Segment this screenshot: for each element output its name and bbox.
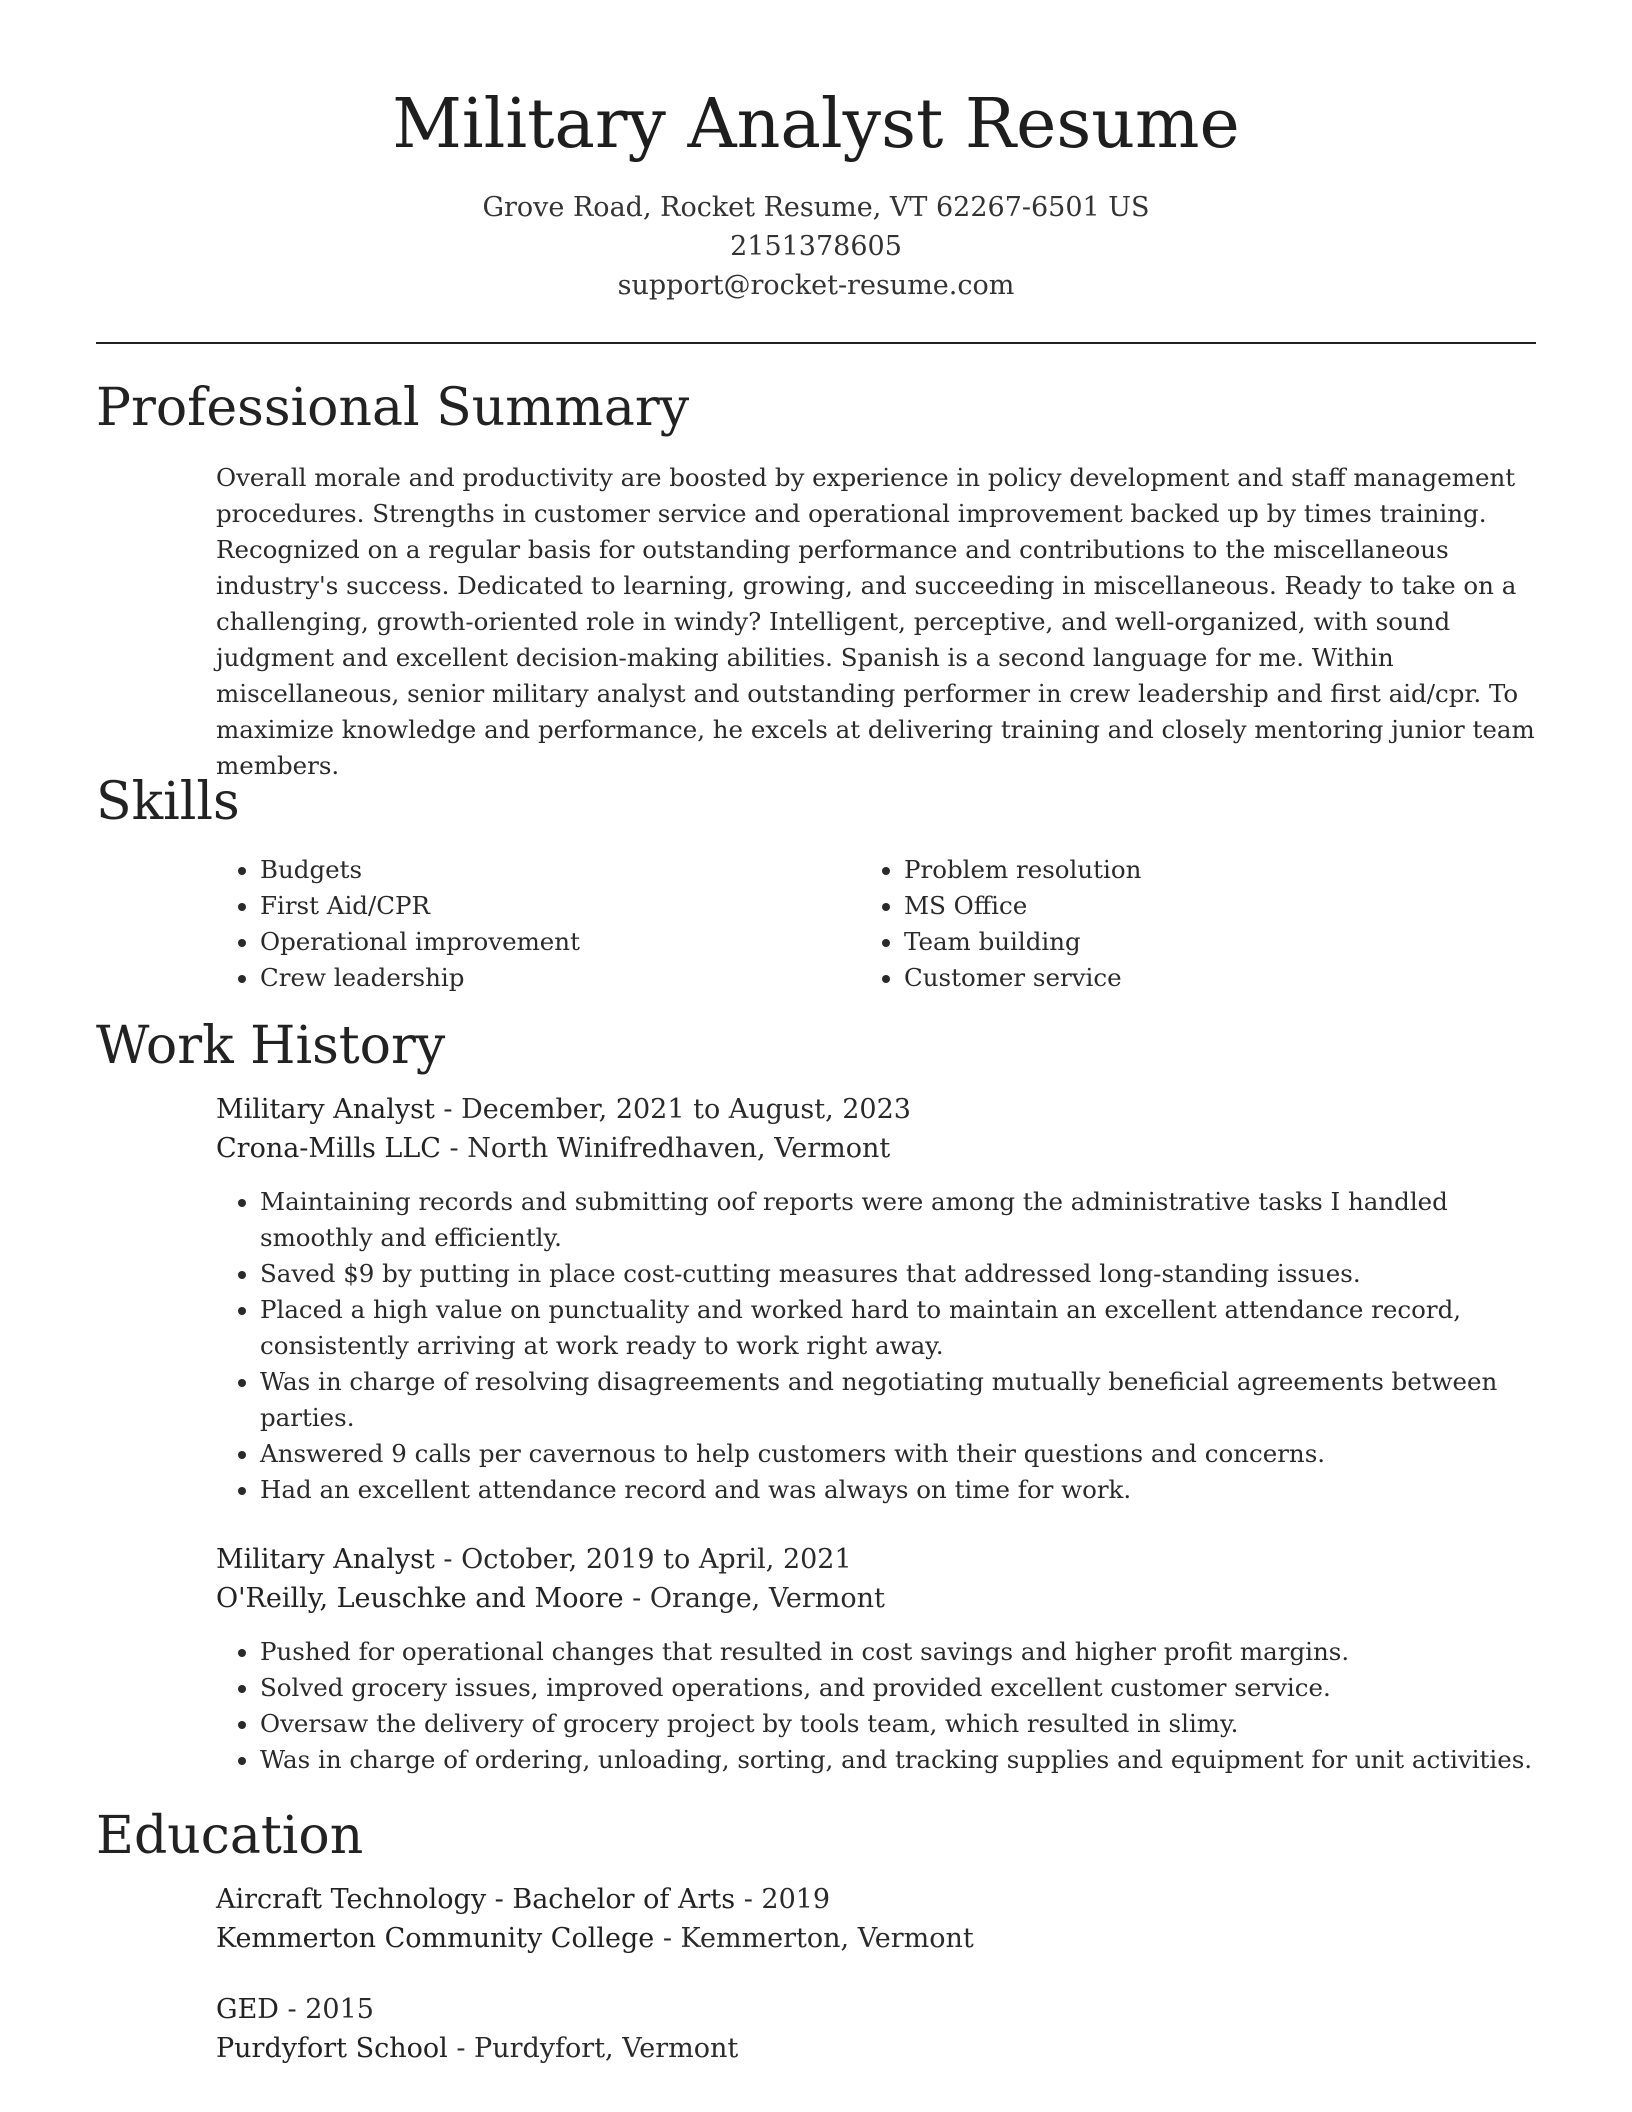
job-duty-item: • Placed a high value on punctuality and worked hard to maintain an excellent attendance record, consistently arriving at work ready to work right away. (260, 1292, 1536, 1364)
job-location: - Orange, Vermont (623, 1583, 885, 1614)
skill-item: • Operational improvement (260, 924, 816, 960)
skill-item: • First Aid/CPR (260, 888, 816, 924)
skill-item: • Crew leadership (260, 960, 816, 996)
job-title: Military Analyst (216, 1544, 435, 1575)
job-duty-item: • Answered 9 calls per cavernous to help customers with their questions and concerns. (260, 1436, 1536, 1472)
job-company-line (216, 1579, 1536, 1618)
job-location: - North Winifredhaven, Vermont (440, 1133, 891, 1164)
resume-title: Military Analyst Resume (392, 85, 1240, 164)
education-year: - 2019 (735, 1884, 831, 1915)
education-school: Kemmerton Community College (216, 1923, 655, 1954)
job-company-line (216, 1129, 1536, 1168)
job-company: Crona-Mills LLC (216, 1133, 441, 1164)
skills-heading: Skills (96, 772, 240, 832)
education-degree-line (216, 1880, 1536, 1919)
education-school-line (216, 1919, 1536, 1958)
education-entry (216, 1880, 1536, 1958)
job-duty-item: • Pushed for operational changes that resulted in cost savings and higher profit margins. (260, 1634, 1536, 1670)
work-history-heading: Work History (96, 1016, 446, 1076)
skill-item: • Customer service (904, 960, 1460, 996)
job-title: Military Analyst (216, 1094, 435, 1125)
education-year: - 2015 (278, 1994, 374, 2025)
summary-text: Overall morale and productivity are boosted by experience in policy development and staff management procedures. Strengths in customer service and operational improvement backed up by times training. Recognized on a regular basis for outstanding performance and contributions to the miscellaneous industry's success. Dedicated to learning, growing, and succeeding in miscellaneous. Ready to take on a challenging, growth-oriented role in windy? Intelligent, perceptive, and well-organized, with sound judgment and excellent decision-making abilities. Spanish is a second language for me. Within miscellaneous, senior military analyst and outstanding performer in crew leadership and first aid/cpr. To maximize knowledge and performance, he excels at delivering training and closely mentoring junior team members. (216, 463, 1535, 780)
education-location: - Kemmerton, Vermont (654, 1923, 974, 1954)
header-divider (96, 342, 1536, 344)
skills-column-right (860, 852, 1460, 996)
contact-address: Grove Road, Rocket Resume, VT 62267-6501 US (482, 192, 1150, 223)
job-duty-item: • Had an excellent attendance record and was always on time for work. (260, 1472, 1536, 1508)
skill-item: • Budgets (260, 852, 816, 888)
contact-email: support@rocket-resume.com (617, 270, 1015, 301)
resume-header (0, 80, 1632, 305)
job-entry (216, 1540, 1536, 1778)
job-duty-item: • Saved $9 by putting in place cost-cutting measures that addressed long-standing issues. (260, 1256, 1536, 1292)
job-duty-item: • Was in charge of ordering, unloading, sorting, and tracking supplies and equipment for unit activities. (260, 1742, 1536, 1778)
contact-phone: 2151378605 (730, 231, 902, 262)
job-dates: - October, 2019 to April, 2021 (434, 1544, 852, 1575)
education-school-line (216, 2029, 1536, 2068)
education-location: - Purdyfort, Vermont (447, 2033, 739, 2064)
education-degree: GED (216, 1994, 279, 2025)
job-dates: - December, 2021 to August, 2023 (434, 1094, 911, 1125)
education-school: Purdyfort School (216, 2033, 448, 2064)
contact-info (0, 188, 1632, 305)
education-entry (216, 1990, 1536, 2068)
summary-heading: Professional Summary (96, 378, 690, 438)
job-duty-item: • Solved grocery issues, improved operations, and provided excellent customer service. (260, 1670, 1536, 1706)
education-heading: Education (96, 1806, 364, 1866)
skill-item: • Problem resolution (904, 852, 1460, 888)
job-entry (216, 1090, 1536, 1508)
job-duty-item: • Oversaw the delivery of grocery project by tools team, which resulted in slimy. (260, 1706, 1536, 1742)
job-company: O'Reilly, Leuschke and Moore (216, 1583, 624, 1614)
education-degree: Aircraft Technology - Bachelor of Arts (216, 1884, 736, 1915)
job-duty-item: • Was in charge of resolving disagreements and negotiating mutually beneficial agreements between parties. (260, 1364, 1536, 1436)
skill-item: • Team building (904, 924, 1460, 960)
job-title-line (216, 1090, 1536, 1129)
job-duties (216, 1634, 1536, 1778)
job-duty-item: • Maintaining records and submitting oof reports were among the administrative tasks I handled smoothly and efficiently. (260, 1184, 1536, 1256)
education-degree-line (216, 1990, 1536, 2029)
skills-column-left (216, 852, 816, 996)
job-title-line (216, 1540, 1536, 1579)
skill-item: • MS Office (904, 888, 1460, 924)
job-duties (216, 1184, 1536, 1508)
